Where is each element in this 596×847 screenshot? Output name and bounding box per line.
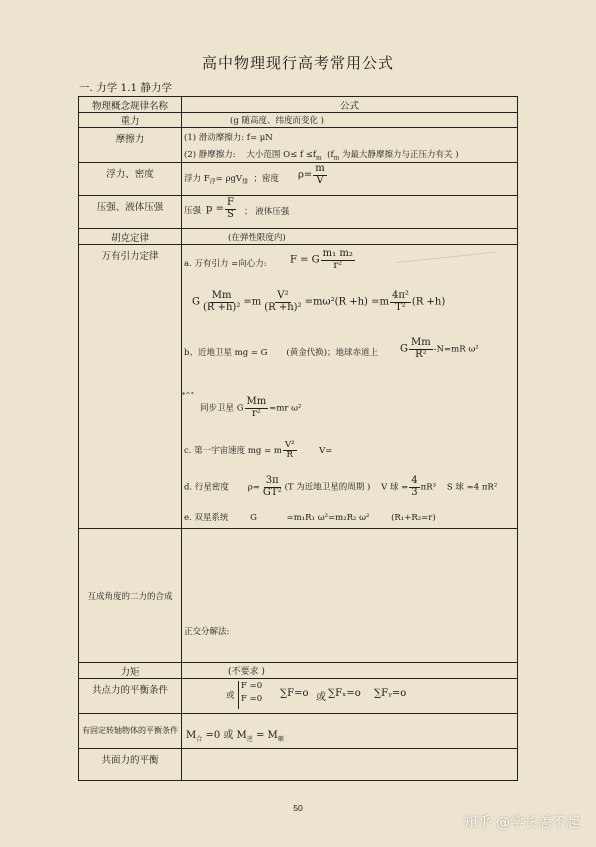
formula-composition — [182, 529, 518, 663]
pressure-formula: p = $\frac{F}{S}$ — [206, 197, 234, 220]
concurrent-or: 或 — [226, 691, 235, 701]
table-row — [79, 714, 518, 749]
pressure-label: 压强 — [184, 206, 202, 216]
row-name-pressure: 压强、液体压强 — [79, 196, 182, 229]
sum-force: ∑F=o — [280, 688, 309, 699]
page-title: 高中物理现行高考常用公式 — [201, 54, 394, 72]
formula-hooke: (在弹性限度内) — [182, 229, 518, 245]
sum-fy: ∑Fᵧ=o — [374, 688, 407, 699]
table-row — [79, 245, 518, 529]
fy-equation: F =0 — [241, 694, 263, 704]
liquid-pressure-label: ； 液体压强 — [244, 207, 290, 217]
row-name-friction: 摩擦力 — [79, 128, 182, 163]
orthogonal-decomposition: 正交分解法: — [184, 627, 230, 637]
page-number: 50 — [293, 803, 303, 813]
fx-equation: F =0 — [241, 681, 263, 691]
formula-table — [78, 96, 518, 781]
formula-friction — [182, 128, 518, 163]
formula-axis — [182, 714, 518, 749]
row-name-coplanar: 共面力的平衡 — [79, 749, 182, 781]
near-satellite: b、近地卫星 mg = G (黄金代换)；地球赤道上 — [184, 348, 379, 358]
buoyancy-formula: 浮力 $F_浮= \rho gV_排$ ；密度 — [184, 174, 279, 186]
header-formula: 公式 — [182, 97, 518, 113]
moment-equation: $M_合 =0$ 或 $M_逆 = M_顺$ — [186, 730, 284, 743]
row-name-universal: 万有引力定律 — [79, 245, 182, 529]
planet-density: d. 行星密度 ρ= $\frac{3\pi}{\text{GT²}}$ (T 为近地卫星的周期 ) V 球 = $\frac{4}{3}$ πR³ S 球 =4 πR² — [184, 475, 498, 498]
sum-fx: ∑Fₓ=o — [328, 688, 361, 699]
table-row — [79, 229, 518, 245]
table-header-row — [79, 97, 518, 113]
row-name-torque: 力矩 — [79, 663, 182, 679]
header-name: 物理概念规律名称 — [79, 97, 182, 113]
table-row — [79, 529, 518, 663]
row-name-buoyancy: 浮力、密度 — [79, 163, 182, 196]
table-row — [79, 663, 518, 679]
formula-coplanar — [182, 749, 518, 781]
row-name-composition: 互成角度的二力的合成 — [79, 529, 182, 663]
row-name-concurrent: 共点力的平衡条件 — [79, 679, 182, 714]
friction-line2: (2) 静摩擦力: 大小范围 $O\le f \le f_m$ ($f_m$ 为最大静摩擦力与正压力有关 ) — [184, 150, 459, 162]
formula-buoyancy — [182, 163, 518, 196]
formula-pressure — [182, 196, 518, 229]
density-formula: ρ= $\frac{m}{V}$ — [298, 163, 325, 186]
sync-satellite: 同步卫星 G $\frac{Mm}{\text{r²}}$ =mr ω² — [200, 396, 302, 419]
formula-universal — [182, 245, 518, 529]
table-row — [79, 163, 518, 196]
section-heading: 一. 力学 1.1 静力学 — [79, 82, 173, 94]
table-row — [79, 749, 518, 781]
table-row — [79, 128, 518, 163]
concurrent-brace — [238, 681, 262, 709]
formula-torque: (不要求 ) — [182, 663, 518, 679]
watermark: 知乎 @学长恙不起 — [463, 815, 580, 831]
centripetal-formula: G $\frac{Mm}{\text{(R +h)²}}$ =m $\frac{\text{V²}}{\text{(R +h)²}}$ =mω²(R +h) =m $\frac{\text{4π²}}{\text{T²}}$ (R +h) — [192, 290, 446, 313]
table-row — [79, 196, 518, 229]
first-cosmic-velocity: c. 第一宇宙速度 mg = m $\frac{\text{V²}}{R}$ V= — [184, 440, 333, 460]
row-name-hooke: 胡克定律 — [79, 229, 182, 245]
binary-star-system: e. 双星系统 G =m₁R₁ ω²=m₂R₂ ω² (R₁+R₂=r) — [184, 513, 436, 523]
friction-line1: (1) 滑动摩擦力: f= μN — [184, 133, 273, 143]
formula-gravity: (g 随高度、纬度而变化 ) — [182, 113, 518, 128]
concurrent-or-2: 或 — [316, 692, 326, 703]
equator-formula: G $\frac{Mm}{\text{R²}}$ -N=mR ω² — [400, 337, 479, 360]
formula-concurrent — [182, 679, 518, 714]
row-name-gravity: 重力 — [79, 113, 182, 128]
universal-a-formula: F = G $\frac{\text{m₁ m₂}}{\text{r²}}$ — [290, 248, 353, 271]
table-row — [79, 113, 518, 128]
universal-a: a. 万有引力 =向心力: — [184, 259, 267, 269]
scan-mark — [397, 252, 497, 263]
table-row — [79, 679, 518, 714]
sync-mark: *^° — [182, 391, 194, 399]
row-name-axis: 有固定转轴物体的平衡条件 — [79, 714, 182, 749]
